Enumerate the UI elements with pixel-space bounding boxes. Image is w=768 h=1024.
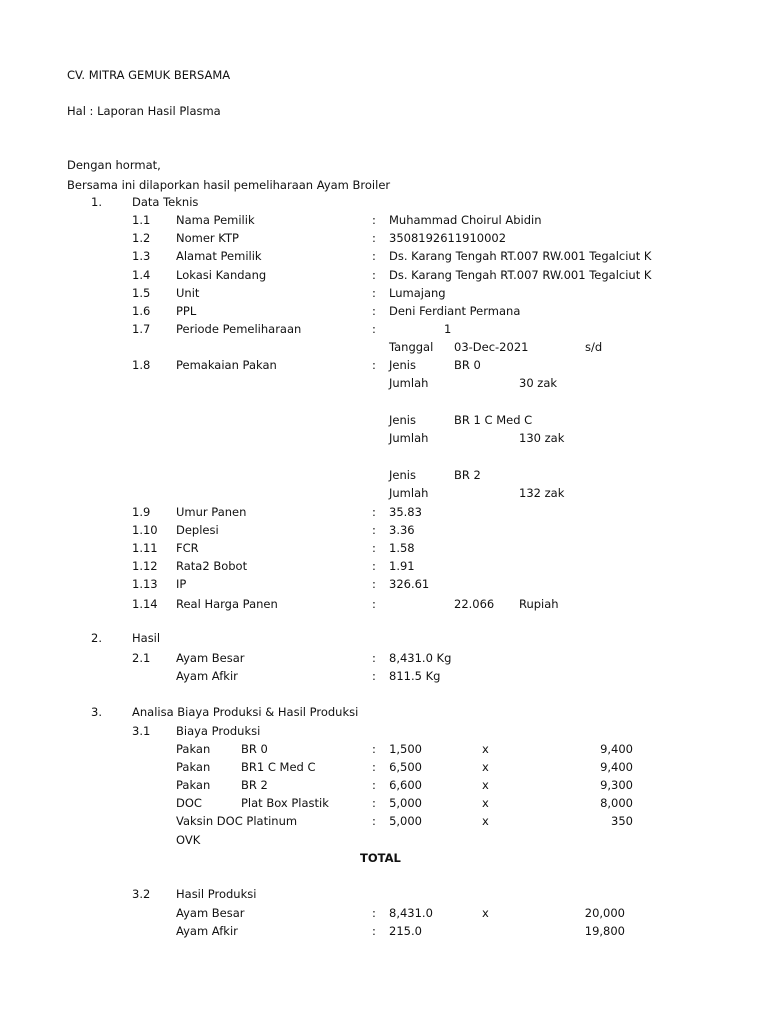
cost-desc: BR 0 [241,742,268,756]
feed-jenis-value: BR 0 [454,358,481,372]
metric-label: IP [176,577,187,591]
cost-item: DOC [176,796,202,810]
metric-value: 1.58 [389,541,415,555]
cost-colon: : [372,778,376,792]
metric-value: 326.61 [389,577,430,591]
result-colon: : [372,906,376,920]
cost-times: x [482,796,489,810]
item-number: 1.4 [132,268,151,282]
price-value: 22.066 [454,597,495,611]
feed-label: Pemakaian Pakan [176,358,277,372]
item-number: 1.6 [132,304,151,318]
result-number: 3.2 [132,887,151,901]
hasil-value: 811.5 Kg [389,669,441,683]
subject-line: Hal : Laporan Hasil Plasma [67,104,221,118]
cost-item: Vaksin DOC Platinum [176,814,298,828]
metric-colon: : [372,505,376,519]
feed-jenis-label: Jenis [389,468,416,482]
hasil-colon: : [372,669,376,683]
cost-price: 9,400 [600,742,633,756]
cost-item: Pakan [176,742,211,756]
cost-times: x [482,742,489,756]
tanggal-label: Tanggal [389,340,434,354]
metric-value: 1.91 [389,559,415,573]
hasil-value: 8,431.0 Kg [389,651,452,665]
period-value: 1 [444,322,452,336]
feed-jenis-label: Jenis [389,413,416,427]
metric-value: 35.83 [389,505,422,519]
feed-number: 1.8 [132,358,151,372]
cost-title: Biaya Produksi [176,724,261,738]
item-label: Unit [176,286,200,300]
period-label: Periode Pemeliharaan [176,322,302,336]
cost-times: x [482,778,489,792]
item-value: Deni Ferdiant Permana [389,304,521,318]
item-value: Muhammad Choirul Abidin [389,213,542,227]
item-colon: : [372,304,376,318]
item-number: 1.1 [132,213,151,227]
result-times: x [482,906,489,920]
cost-times: x [482,760,489,774]
item-colon: : [372,213,376,227]
metric-label: FCR [176,541,199,555]
item-value: 3508192611910002 [389,231,507,245]
metric-colon: : [372,559,376,573]
section-3-title: Analisa Biaya Produksi & Hasil Produksi [132,705,359,719]
feed-jenis-value: BR 1 C Med C [454,413,533,427]
greeting: Dengan hormat, [67,158,161,172]
result-title: Hasil Produksi [176,887,257,901]
cost-item: Pakan [176,760,211,774]
cost-qty: 5,000 [389,796,422,810]
metric-number: 1.12 [132,559,158,573]
item-number: 1.3 [132,249,151,263]
item-colon: : [372,268,376,282]
cost-qty: 6,600 [389,778,422,792]
period-sd: s/d [585,340,603,354]
item-label: Nomer KTP [176,231,239,245]
cost-colon: : [372,796,376,810]
item-number: 1.5 [132,286,151,300]
metric-colon: : [372,577,376,591]
result-qty: 8,431.0 [389,906,433,920]
metric-number: 1.10 [132,523,158,537]
item-colon: : [372,231,376,245]
metric-label: Deplesi [176,523,219,537]
feed-jumlah-value: 130 zak [519,431,565,445]
hasil-label: Ayam Besar [176,651,245,665]
section-2-number: 2. [91,631,102,645]
feed-jumlah-label: Jumlah [389,431,429,445]
period-number: 1.7 [132,322,151,336]
item-label: Alamat Pemilik [176,249,262,263]
hasil-label: Ayam Afkir [176,669,238,683]
price-colon: : [372,597,376,611]
metric-number: 1.13 [132,577,158,591]
result-price: 20,000 [584,906,625,920]
metric-value: 3.36 [389,523,415,537]
cost-desc: BR 2 [241,778,268,792]
cost-price: 8,000 [600,796,633,810]
item-colon: : [372,249,376,263]
metric-number: 1.11 [132,541,158,555]
cost-desc: BR1 C Med C [241,760,316,774]
cost-times: x [482,814,489,828]
period-colon: : [372,322,376,336]
section-2-title: Hasil [132,631,161,645]
item-label: Lokasi Kandang [176,268,267,282]
metric-colon: : [372,523,376,537]
feed-colon: : [372,358,376,372]
result-price: 19,800 [584,924,625,938]
company-name: CV. MITRA GEMUK BERSAMA [67,68,231,82]
metric-label: Rata2 Bobot [176,559,248,573]
cost-colon: : [372,742,376,756]
feed-jumlah-value: 30 zak [519,376,558,390]
item-colon: : [372,286,376,300]
ovk-label: OVK [176,833,201,847]
price-number: 1.14 [132,597,158,611]
result-qty: 215.0 [389,924,422,938]
cost-price: 350 [611,814,633,828]
result-item: Ayam Afkir [176,924,238,938]
section-3-number: 3. [91,705,102,719]
section-1-number: 1. [91,195,102,209]
period-date: 03-Dec-2021 [454,340,529,354]
feed-jumlah-label: Jumlah [389,376,429,390]
cost-colon: : [372,760,376,774]
metric-number: 1.9 [132,505,151,519]
price-unit: Rupiah [519,597,559,611]
item-value: Lumajang [389,286,446,300]
feed-jumlah-label: Jumlah [389,486,429,500]
cost-qty: 6,500 [389,760,422,774]
cost-item: Pakan [176,778,211,792]
metric-colon: : [372,541,376,555]
result-item: Ayam Besar [176,906,245,920]
price-label: Real Harga Panen [176,597,278,611]
item-value: Ds. Karang Tengah RT.007 RW.001 Tegalciut K [389,249,652,263]
cost-qty: 5,000 [389,814,422,828]
item-label: Nama Pemilik [176,213,255,227]
cost-qty: 1,500 [389,742,422,756]
total-label: TOTAL [360,851,401,865]
cost-price: 9,400 [600,760,633,774]
cost-price: 9,300 [600,778,633,792]
feed-jenis-value: BR 2 [454,468,481,482]
feed-jenis-label: Jenis [389,358,416,372]
section-1-title: Data Teknis [132,195,199,209]
result-colon: : [372,924,376,938]
item-number: 1.2 [132,231,151,245]
intro-line: Bersama ini dilaporkan hasil pemeliharaan Ayam Broiler [67,178,391,192]
cost-colon: : [372,814,376,828]
cost-number: 3.1 [132,724,151,738]
hasil-colon: : [372,651,376,665]
cost-desc: Plat Box Plastik [241,796,329,810]
hasil-number: 2.1 [132,651,151,665]
item-value: Ds. Karang Tengah RT.007 RW.001 Tegalciut K [389,268,652,282]
metric-label: Umur Panen [176,505,247,519]
item-label: PPL [176,304,197,318]
feed-jumlah-value: 132 zak [519,486,565,500]
